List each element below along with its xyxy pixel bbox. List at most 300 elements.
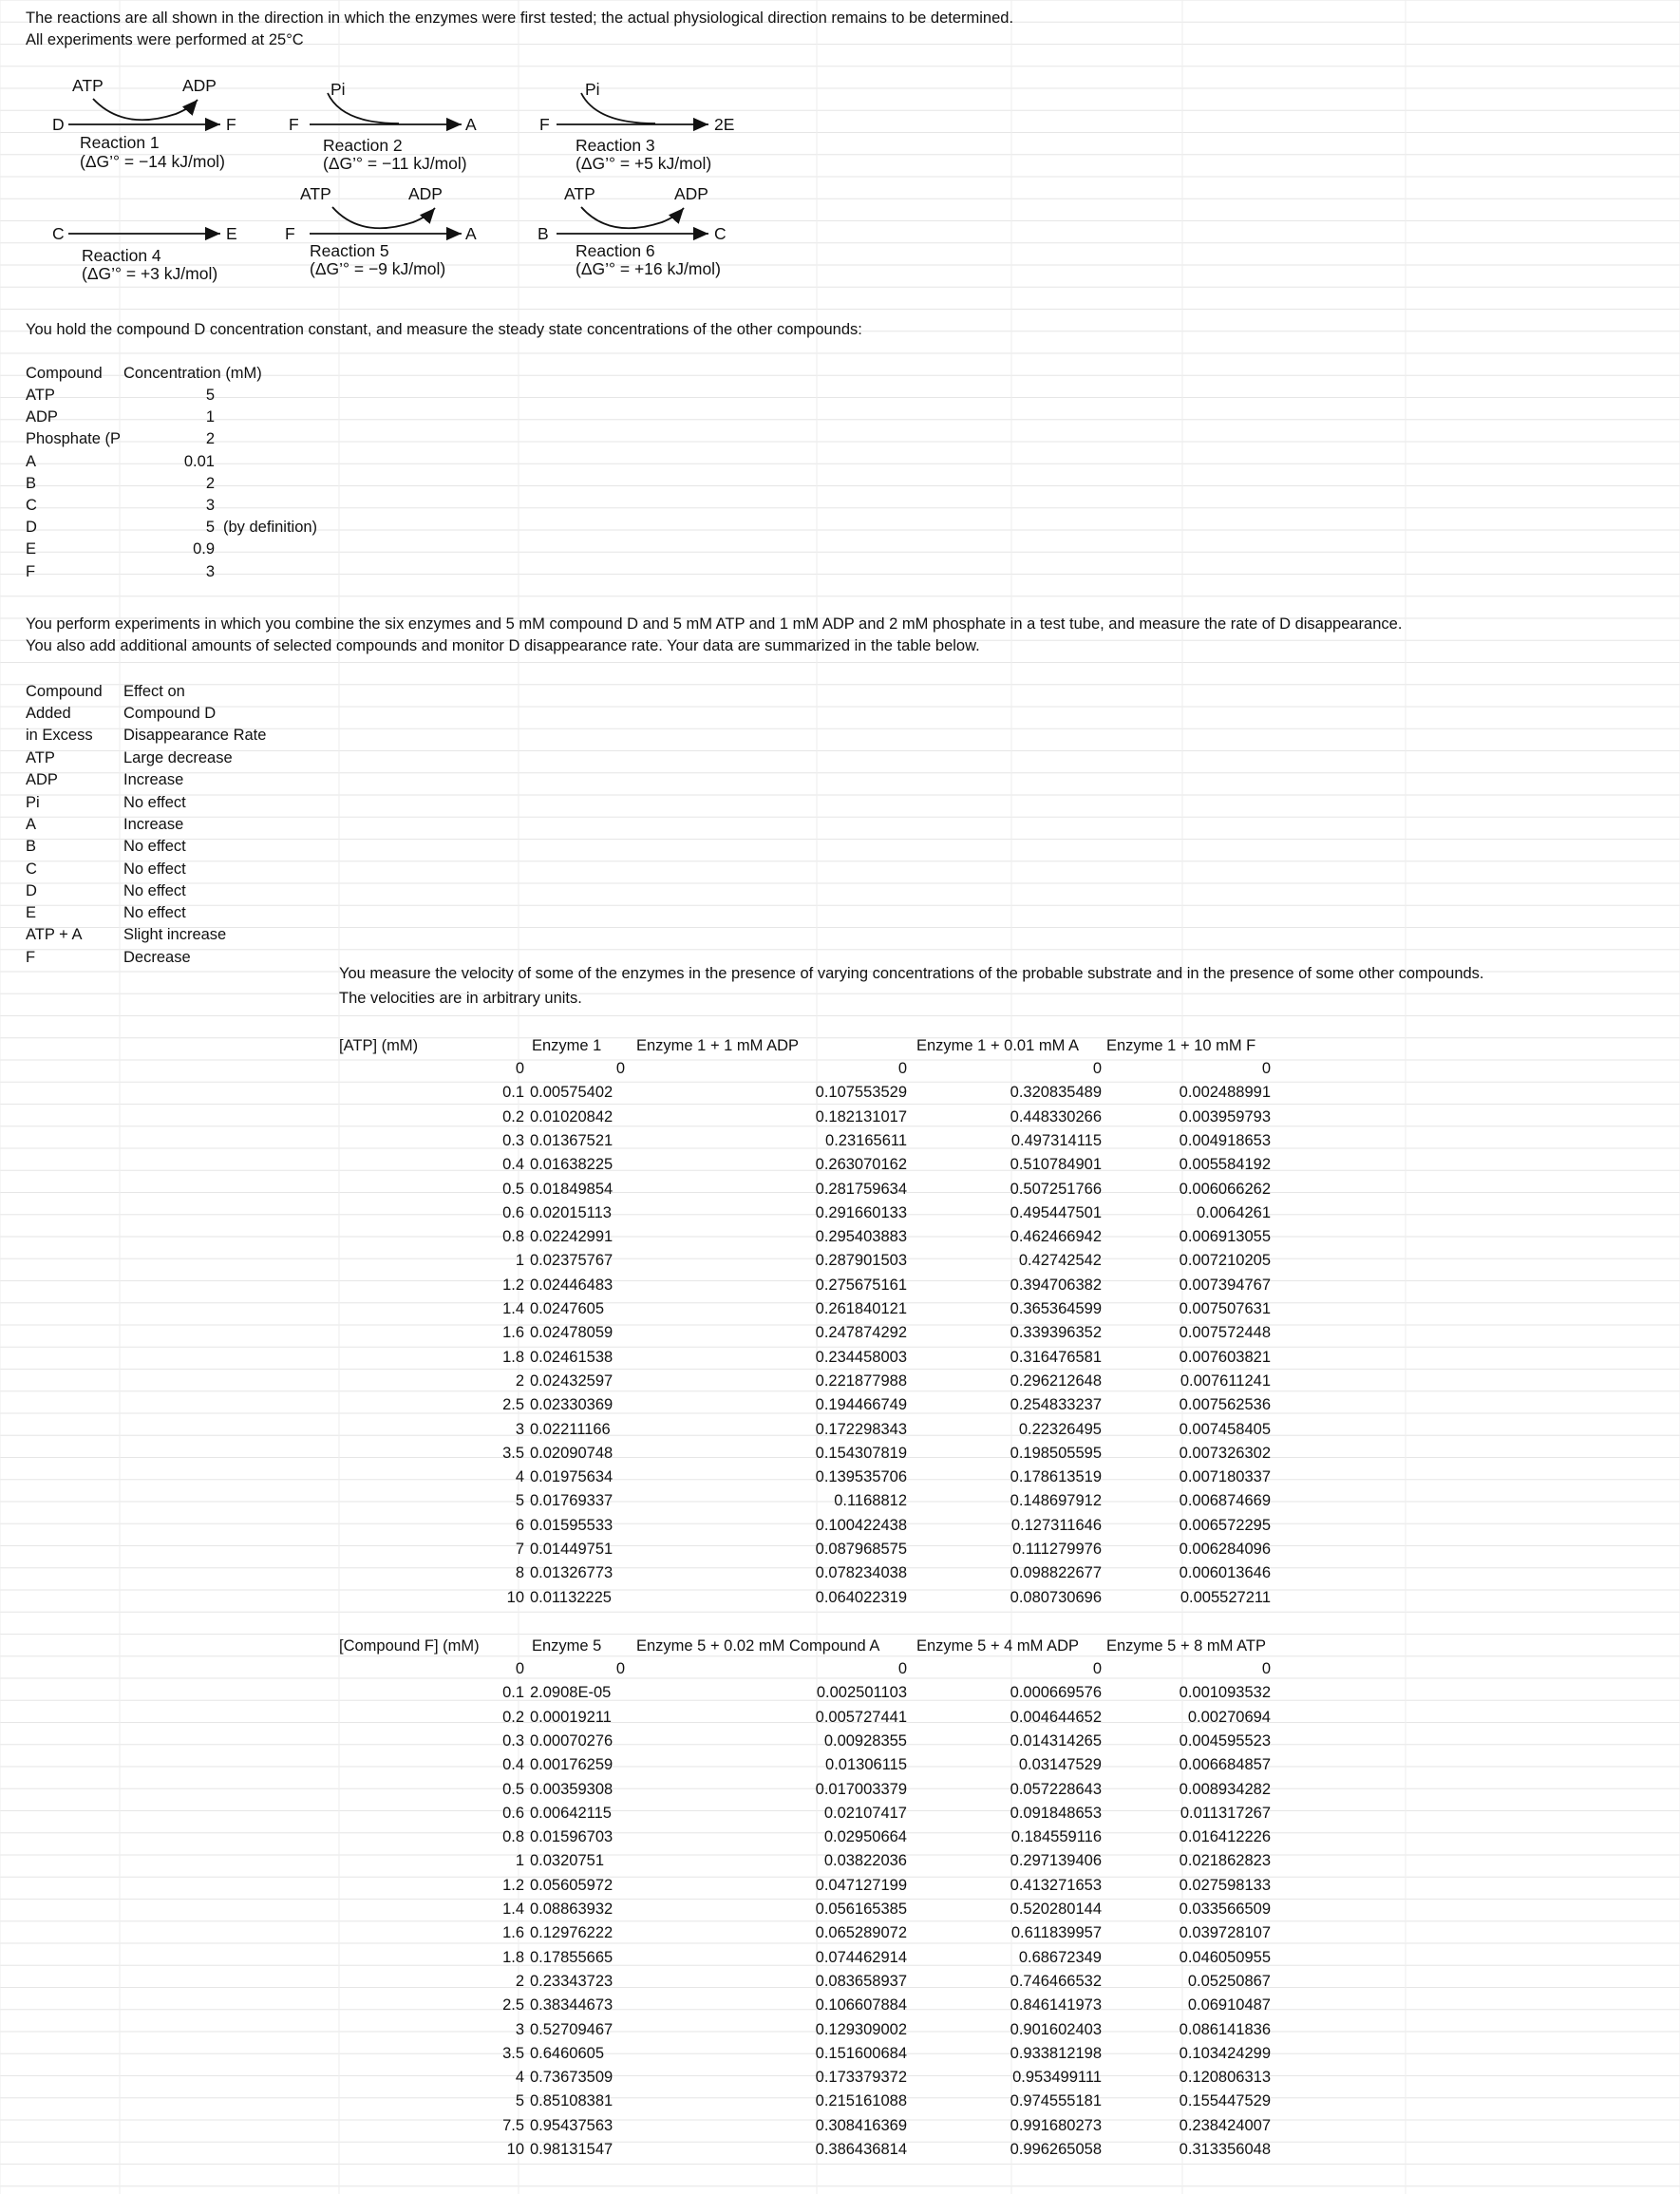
velocity-value: 0.173379372 bbox=[815, 2069, 907, 2087]
velocity-value: 0.23165611 bbox=[825, 1131, 907, 1149]
r2-to: A bbox=[465, 115, 477, 134]
velocity-value: 0.01769337 bbox=[530, 1492, 613, 1510]
velocity-value: 0.996265058 bbox=[1010, 2141, 1102, 2158]
steady-compound: C bbox=[26, 497, 37, 514]
velocity-value: 0.005527211 bbox=[1180, 1588, 1271, 1606]
velocity-header: Enzyme 5 + 0.02 mM Compound A bbox=[636, 1637, 880, 1655]
effects-value: Decrease bbox=[123, 948, 191, 966]
r6-to: C bbox=[714, 224, 727, 243]
velocity-value: 0.01595533 bbox=[530, 1516, 613, 1534]
r2-pi: Pi bbox=[330, 80, 346, 99]
r6-name: Reaction 6 bbox=[576, 241, 655, 260]
velocity-value: 0.007603821 bbox=[1179, 1348, 1271, 1366]
velocity-value: 0.17855665 bbox=[530, 1948, 613, 1966]
velocity-value: 0.1168812 bbox=[834, 1492, 907, 1510]
velocity-value: 0.221877988 bbox=[815, 1371, 907, 1390]
velocity-value: 0.006572295 bbox=[1179, 1516, 1271, 1534]
velocity-value: 0.02242991 bbox=[530, 1228, 613, 1246]
r6-cofactor-out: ADP bbox=[674, 184, 708, 203]
velocity-x: 1.2 bbox=[502, 1276, 524, 1294]
r3-name: Reaction 3 bbox=[576, 136, 655, 155]
r1-from: D bbox=[52, 115, 65, 134]
velocity-value: 0.0320751 bbox=[530, 1852, 604, 1870]
velocity-value: 0 bbox=[1092, 1060, 1102, 1077]
velocity-x: 0.6 bbox=[502, 1804, 524, 1822]
velocity-header: Enzyme 1 + 10 mM F bbox=[1106, 1037, 1256, 1054]
velocity-header: Enzyme 5 bbox=[532, 1637, 602, 1655]
velocity-value: 0.01975634 bbox=[530, 1468, 613, 1486]
velocity-value: 0.198505595 bbox=[1010, 1444, 1102, 1462]
velocity-line-1: You measure the velocity of some of the enzymes in the presence of varying concentrations of the probable substrate and in the presence of some other compounds. bbox=[339, 965, 1484, 982]
velocity-value: 0.006013646 bbox=[1179, 1564, 1271, 1582]
velocity-x: 0.8 bbox=[502, 1228, 524, 1246]
velocity-value: 0.091848653 bbox=[1010, 1804, 1102, 1822]
effects-value: No effect bbox=[123, 904, 186, 922]
velocity-value: 0.287901503 bbox=[815, 1252, 907, 1270]
r1-cofactor-in: ATP bbox=[72, 76, 104, 95]
r3-from: F bbox=[539, 115, 550, 134]
velocity-x: 1 bbox=[515, 1852, 524, 1870]
velocity-value: 0.215161088 bbox=[815, 2092, 907, 2110]
velocity-value: 0.12976222 bbox=[530, 1924, 613, 1942]
r3-pi: Pi bbox=[585, 80, 600, 99]
velocity-x: 0.2 bbox=[502, 1107, 524, 1125]
velocity-value: 0.000669576 bbox=[1010, 1684, 1102, 1702]
steady-header-concentration: Concentration (mM) bbox=[123, 365, 262, 382]
velocity-value: 0.448330266 bbox=[1010, 1107, 1102, 1125]
r5-dg: (ΔG’° = −9 kJ/mol) bbox=[310, 259, 446, 278]
velocity-value: 0.106607884 bbox=[815, 1996, 907, 2014]
velocity-x: 0.4 bbox=[502, 1756, 524, 1774]
r4-name: Reaction 4 bbox=[82, 246, 161, 265]
velocity-value: 0.03822036 bbox=[823, 1852, 907, 1870]
velocity-x: 5 bbox=[515, 1492, 524, 1510]
velocity-x: 3.5 bbox=[502, 1444, 524, 1462]
steady-concentration: 3 bbox=[205, 497, 215, 514]
effects-header-compound: Compound bbox=[26, 683, 103, 700]
steady-compound: E bbox=[26, 540, 37, 558]
velocity-value: 0.155447529 bbox=[1179, 2092, 1271, 2110]
velocity-value: 0.933812198 bbox=[1010, 2044, 1102, 2062]
r1-cofactor-out: ADP bbox=[182, 76, 217, 95]
velocity-value: 0.297139406 bbox=[1010, 1852, 1102, 1870]
effects-compound: ATP + A bbox=[26, 926, 83, 944]
intro-line-1: The reactions are all shown in the direction in which the enzymes were first tested; the actual physiological direction remains to be determined. bbox=[26, 9, 1014, 27]
velocity-x: 0 bbox=[515, 1660, 524, 1677]
r5-name: Reaction 5 bbox=[310, 241, 389, 260]
velocity-value: 0.006913055 bbox=[1179, 1228, 1271, 1246]
velocity-header: Enzyme 5 + 8 mM ATP bbox=[1106, 1637, 1266, 1655]
velocity-value: 0.087968575 bbox=[815, 1541, 907, 1558]
r5-from: F bbox=[285, 224, 295, 243]
effects-compound: C bbox=[26, 860, 37, 878]
velocity-value: 0.02375767 bbox=[530, 1252, 613, 1270]
velocity-x: 0 bbox=[515, 1060, 524, 1077]
r1-dg: (ΔG’° = −14 kJ/mol) bbox=[80, 152, 225, 171]
velocity-x: 2 bbox=[515, 1972, 524, 1990]
effects-header-effect: Compound D bbox=[123, 705, 217, 723]
velocity-x: 1.2 bbox=[502, 1876, 524, 1894]
velocity-value: 0.02478059 bbox=[530, 1324, 613, 1342]
steady-concentration: 3 bbox=[205, 562, 215, 580]
velocity-value: 0.42742542 bbox=[1018, 1252, 1102, 1270]
steady-compound: D bbox=[26, 519, 37, 537]
velocity-x: 0.3 bbox=[502, 1731, 524, 1750]
velocity-value: 0.006874669 bbox=[1179, 1492, 1271, 1510]
r2-name: Reaction 2 bbox=[323, 136, 403, 155]
velocity-value: 0.086141836 bbox=[1179, 2020, 1271, 2038]
velocity-value: 0.953499111 bbox=[1012, 2069, 1102, 2087]
velocity-x: 5 bbox=[515, 2092, 524, 2110]
steady-compound: A bbox=[26, 452, 37, 470]
velocity-x: 3.5 bbox=[502, 2044, 524, 2062]
steady-concentration: 0.9 bbox=[193, 540, 215, 558]
velocity-value: 0.462466942 bbox=[1010, 1228, 1102, 1246]
velocity-value: 0.039728107 bbox=[1179, 1924, 1271, 1942]
velocity-value: 0.00019211 bbox=[530, 1708, 612, 1726]
velocity-value: 0.004918653 bbox=[1179, 1131, 1271, 1149]
steady-compound: B bbox=[26, 474, 37, 492]
effects-compound: A bbox=[26, 815, 37, 833]
velocity-value: 0.313356048 bbox=[1179, 2141, 1271, 2158]
reaction-5-cofactor-arrow bbox=[332, 207, 435, 228]
velocity-value: 0.172298343 bbox=[815, 1420, 907, 1438]
r4-to: E bbox=[226, 224, 237, 243]
velocity-value: 0.120806313 bbox=[1179, 2069, 1271, 2087]
velocity-value: 0 bbox=[1261, 1660, 1271, 1677]
velocity-value: 0.007180337 bbox=[1179, 1468, 1271, 1486]
velocity-value: 0.00928355 bbox=[823, 1731, 907, 1750]
velocity-value: 0.184559116 bbox=[1010, 1828, 1102, 1846]
effects-value: No effect bbox=[123, 881, 186, 899]
velocity-x: 8 bbox=[515, 1564, 524, 1582]
velocity-x: 0.1 bbox=[502, 1684, 524, 1702]
steady-header-compound: Compound bbox=[26, 365, 103, 382]
velocity-x: 0.3 bbox=[502, 1131, 524, 1149]
velocity-value: 0.004595523 bbox=[1179, 1731, 1271, 1750]
velocity-value: 0.00642115 bbox=[530, 1804, 612, 1822]
velocity-value: 0.00070276 bbox=[530, 1731, 613, 1750]
velocity-value: 0.002488991 bbox=[1179, 1084, 1271, 1102]
velocity-value: 0.064022319 bbox=[815, 1588, 907, 1606]
velocity-value: 0.507251766 bbox=[1010, 1180, 1102, 1198]
velocity-value: 0.151600684 bbox=[815, 2044, 907, 2062]
velocity-value: 0.316476581 bbox=[1010, 1348, 1102, 1366]
velocity-value: 0.95437563 bbox=[530, 2116, 613, 2134]
velocity-value: 0.0247605 bbox=[530, 1300, 604, 1317]
velocity-value: 0.02446483 bbox=[530, 1276, 613, 1294]
velocity-value: 0.413271653 bbox=[1010, 1876, 1102, 1894]
r1-to: F bbox=[226, 115, 236, 134]
velocity-value: 0.03147529 bbox=[1018, 1756, 1102, 1774]
velocity-value: 0.007562536 bbox=[1179, 1396, 1271, 1414]
velocity-value: 0.01449751 bbox=[530, 1541, 613, 1558]
velocity-value: 0.078234038 bbox=[815, 1564, 907, 1582]
velocity-value: 0 bbox=[1092, 1660, 1102, 1677]
velocity-line-2: The velocities are in arbitrary units. bbox=[339, 990, 582, 1007]
velocity-header: Enzyme 1 bbox=[532, 1037, 602, 1054]
velocity-value: 0.238424007 bbox=[1179, 2116, 1271, 2134]
velocity-value: 0.02211166 bbox=[530, 1420, 611, 1438]
effects-compound: Pi bbox=[26, 793, 40, 811]
r6-dg: (ΔG’° = +16 kJ/mol) bbox=[576, 259, 721, 278]
velocity-value: 0.320835489 bbox=[1010, 1084, 1102, 1102]
effects-value: Slight increase bbox=[123, 926, 227, 944]
velocity-value: 0 bbox=[615, 1060, 625, 1077]
velocity-value: 0 bbox=[897, 1060, 907, 1077]
steady-concentration: 2 bbox=[205, 474, 215, 492]
velocity-x: 1.6 bbox=[502, 1324, 524, 1342]
velocity-value: 0.083658937 bbox=[815, 1972, 907, 1990]
velocity-value: 0.080730696 bbox=[1010, 1588, 1102, 1606]
r5-cofactor-out: ADP bbox=[408, 184, 443, 203]
velocity-x: 4 bbox=[515, 2069, 524, 2087]
velocity-value: 0.254833237 bbox=[1010, 1396, 1102, 1414]
velocity-value: 0.01596703 bbox=[530, 1828, 613, 1846]
velocity-value: 0.005727441 bbox=[815, 1708, 907, 1726]
velocity-x: 3 bbox=[515, 1420, 524, 1438]
velocity-x: 1.4 bbox=[502, 1300, 524, 1317]
velocity-value: 0.033566509 bbox=[1179, 1901, 1271, 1918]
velocity-value: 0.263070162 bbox=[815, 1156, 907, 1174]
r4-dg: (ΔG’° = +3 kJ/mol) bbox=[82, 264, 218, 283]
velocity-value: 0.008934282 bbox=[1179, 1780, 1271, 1798]
effects-compound: F bbox=[26, 948, 36, 966]
velocity-value: 0 bbox=[615, 1660, 625, 1677]
velocity-value: 0.68672349 bbox=[1018, 1948, 1102, 1966]
effects-header-effect: Disappearance Rate bbox=[123, 727, 267, 745]
velocity-value: 0.02015113 bbox=[530, 1203, 612, 1221]
velocity-value: 0.021862823 bbox=[1179, 1852, 1271, 1870]
velocity-value: 0.01326773 bbox=[530, 1564, 613, 1582]
velocity-value: 2.0908E-05 bbox=[530, 1684, 612, 1702]
velocity-value: 0.017003379 bbox=[815, 1780, 907, 1798]
velocity-value: 0.007572448 bbox=[1179, 1324, 1271, 1342]
velocity-value: 0.074462914 bbox=[815, 1948, 907, 1966]
steady-compound: F bbox=[26, 562, 36, 580]
velocity-value: 0.0064261 bbox=[1197, 1203, 1271, 1221]
velocity-x: 7.5 bbox=[502, 2116, 524, 2134]
velocity-value: 0.497314115 bbox=[1010, 1131, 1102, 1149]
velocity-value: 0.02461538 bbox=[530, 1348, 613, 1366]
velocity-x: 1.8 bbox=[502, 1348, 524, 1366]
velocity-x: 4 bbox=[515, 1468, 524, 1486]
velocity-x: 2 bbox=[515, 1371, 524, 1390]
velocity-value: 0.007394767 bbox=[1179, 1276, 1271, 1294]
velocity-value: 0.02330369 bbox=[530, 1396, 613, 1414]
velocity-value: 0.194466749 bbox=[815, 1396, 907, 1414]
effects-compound: ATP bbox=[26, 749, 55, 766]
velocity-value: 0.510784901 bbox=[1010, 1156, 1102, 1174]
effects-value: No effect bbox=[123, 860, 186, 878]
velocity-value: 0.107553529 bbox=[815, 1084, 907, 1102]
velocity-x: 6 bbox=[515, 1516, 524, 1534]
velocity-value: 0.005584192 bbox=[1179, 1156, 1271, 1174]
effects-compound: D bbox=[26, 881, 37, 899]
velocity-header: Enzyme 1 + 1 mM ADP bbox=[636, 1037, 800, 1054]
velocity-value: 0.01638225 bbox=[530, 1156, 613, 1174]
velocity-value: 0.129309002 bbox=[815, 2020, 907, 2038]
velocity-value: 0.098822677 bbox=[1010, 1564, 1102, 1582]
velocity-x: 1.4 bbox=[502, 1901, 524, 1918]
velocity-value: 0.100422438 bbox=[815, 1516, 907, 1534]
steady-compound: Phosphate (P bbox=[26, 430, 121, 448]
r5-to: A bbox=[465, 224, 477, 243]
reaction-6-cofactor-arrow bbox=[581, 207, 684, 228]
velocity-header: Enzyme 1 + 0.01 mM A bbox=[916, 1037, 1080, 1054]
velocity-value: 0.007611241 bbox=[1180, 1371, 1271, 1390]
velocity-value: 0.148697912 bbox=[1010, 1492, 1102, 1510]
velocity-value: 0.22326495 bbox=[1018, 1420, 1102, 1438]
velocity-value: 0.611839957 bbox=[1010, 1924, 1102, 1942]
velocity-value: 0.007458405 bbox=[1179, 1420, 1271, 1438]
velocity-value: 0.182131017 bbox=[815, 1107, 907, 1125]
effects-compound: B bbox=[26, 838, 37, 856]
velocity-value: 0.73673509 bbox=[530, 2069, 613, 2087]
velocity-header: Enzyme 5 + 4 mM ADP bbox=[916, 1637, 1080, 1655]
velocity-value: 0.007210205 bbox=[1179, 1252, 1271, 1270]
velocity-x: 0.4 bbox=[502, 1156, 524, 1174]
velocity-value: 0.006066262 bbox=[1179, 1180, 1271, 1198]
velocity-x: 0.6 bbox=[502, 1203, 524, 1221]
velocity-header: [Compound F] (mM) bbox=[339, 1637, 480, 1655]
steady-concentration: 5 bbox=[205, 519, 215, 537]
velocity-value: 0.339396352 bbox=[1010, 1324, 1102, 1342]
velocity-x: 7 bbox=[515, 1541, 524, 1558]
velocity-value: 0.365364599 bbox=[1010, 1300, 1102, 1317]
r6-from: B bbox=[538, 224, 549, 243]
velocity-x: 0.5 bbox=[502, 1180, 524, 1198]
velocity-value: 0.974555181 bbox=[1010, 2092, 1102, 2110]
velocity-x: 3 bbox=[515, 2020, 524, 2038]
steady-compound: ADP bbox=[26, 408, 58, 426]
intro-line-2: All experiments were performed at 25°C bbox=[26, 31, 304, 48]
velocity-value: 0.003959793 bbox=[1179, 1107, 1271, 1125]
velocity-value: 0.014314265 bbox=[1010, 1731, 1102, 1750]
velocity-value: 0.308416369 bbox=[815, 2116, 907, 2134]
velocity-header: [ATP] (mM) bbox=[339, 1037, 419, 1054]
effects-header-compound: Added bbox=[26, 705, 71, 723]
velocity-x: 0.1 bbox=[502, 1084, 524, 1102]
r2-from: F bbox=[289, 115, 299, 134]
velocity-value: 0.05605972 bbox=[530, 1876, 613, 1894]
velocity-value: 0.01132225 bbox=[530, 1588, 612, 1606]
velocity-value: 0.08863932 bbox=[530, 1901, 613, 1918]
velocity-value: 0.01306115 bbox=[825, 1756, 907, 1774]
velocity-value: 0.047127199 bbox=[815, 1876, 907, 1894]
velocity-value: 0.281759634 bbox=[815, 1180, 907, 1198]
velocity-value: 0.23343723 bbox=[530, 1972, 613, 1990]
velocity-x: 10 bbox=[506, 2141, 524, 2158]
velocity-value: 0.00359308 bbox=[530, 1780, 613, 1798]
velocity-value: 0.006684857 bbox=[1179, 1756, 1271, 1774]
velocity-value: 0.00176259 bbox=[530, 1756, 613, 1774]
velocity-value: 0.004644652 bbox=[1010, 1708, 1102, 1726]
steady-concentration: 0.01 bbox=[183, 452, 215, 470]
velocity-value: 0.001093532 bbox=[1179, 1684, 1271, 1702]
velocity-value: 0.016412226 bbox=[1179, 1828, 1271, 1846]
velocity-value: 0.85108381 bbox=[530, 2092, 613, 2110]
velocity-value: 0.046050955 bbox=[1179, 1948, 1271, 1966]
velocity-value: 0.02950664 bbox=[823, 1828, 907, 1846]
velocity-value: 0.056165385 bbox=[815, 1901, 907, 1918]
effects-header-compound: in Excess bbox=[26, 727, 93, 745]
velocity-x: 0.2 bbox=[502, 1708, 524, 1726]
velocity-value: 0.139535706 bbox=[815, 1468, 907, 1486]
velocity-value: 0.178613519 bbox=[1010, 1468, 1102, 1486]
velocity-value: 0.295403883 bbox=[815, 1228, 907, 1246]
velocity-value: 0.002501103 bbox=[816, 1684, 907, 1702]
velocity-value: 0.00575402 bbox=[530, 1084, 613, 1102]
effects-value: No effect bbox=[123, 838, 186, 856]
velocity-x: 0.5 bbox=[502, 1780, 524, 1798]
velocity-value: 0.846141973 bbox=[1010, 1996, 1102, 2014]
effects-header-effect: Effect on bbox=[123, 683, 185, 700]
velocity-x: 10 bbox=[506, 1588, 524, 1606]
velocity-value: 0.057228643 bbox=[1010, 1780, 1102, 1798]
velocity-value: 0.901602403 bbox=[1010, 2020, 1102, 2038]
r1-name: Reaction 1 bbox=[80, 133, 160, 152]
r4-from: C bbox=[52, 224, 65, 243]
velocity-value: 0 bbox=[897, 1660, 907, 1677]
velocity-value: 0.103424299 bbox=[1179, 2044, 1271, 2062]
r5-cofactor-in: ATP bbox=[300, 184, 331, 203]
steady-concentration: 1 bbox=[205, 408, 215, 426]
velocity-value: 0.02107417 bbox=[823, 1804, 907, 1822]
velocity-value: 0.027598133 bbox=[1179, 1876, 1271, 1894]
velocity-value: 0.495447501 bbox=[1010, 1203, 1102, 1221]
velocity-value: 0.154307819 bbox=[815, 1444, 907, 1462]
velocity-x: 1.6 bbox=[502, 1924, 524, 1942]
steady-note: (by definition) bbox=[223, 519, 318, 537]
velocity-value: 0.746466532 bbox=[1010, 1972, 1102, 1990]
experiments-line-1: You perform experiments in which you combine the six enzymes and 5 mM compound D and 5 mM ATP and 1 mM ADP and 2 mM phosphate in a test tube, and measure the rate of D disappearance. bbox=[26, 615, 1403, 633]
velocity-value: 0.02432597 bbox=[530, 1371, 613, 1390]
velocity-value: 0.065289072 bbox=[815, 1924, 907, 1942]
velocity-value: 0.01367521 bbox=[530, 1131, 613, 1149]
effects-value: Increase bbox=[123, 815, 184, 833]
velocity-x: 1.8 bbox=[502, 1948, 524, 1966]
velocity-value: 0.006284096 bbox=[1179, 1541, 1271, 1558]
effects-compound: ADP bbox=[26, 771, 58, 789]
velocity-value: 0.01020842 bbox=[530, 1107, 613, 1125]
velocity-value: 0.05250867 bbox=[1187, 1972, 1271, 1990]
r6-cofactor-in: ATP bbox=[564, 184, 595, 203]
velocity-value: 0.98131547 bbox=[530, 2141, 613, 2158]
velocity-value: 0.011317267 bbox=[1180, 1804, 1271, 1822]
steady-intro: You hold the compound D concentration constant, and measure the steady state concentrations of the other compounds: bbox=[26, 321, 862, 338]
effects-value: Increase bbox=[123, 771, 184, 789]
reaction-1-cofactor-arrow bbox=[93, 99, 198, 120]
velocity-value: 0.991680273 bbox=[1010, 2116, 1102, 2134]
velocity-value: 0.261840121 bbox=[815, 1300, 907, 1317]
velocity-value: 0.275675161 bbox=[815, 1276, 907, 1294]
velocity-value: 0.127311646 bbox=[1010, 1516, 1102, 1534]
velocity-value: 0.520280144 bbox=[1010, 1901, 1102, 1918]
velocity-x: 1 bbox=[515, 1252, 524, 1270]
r3-to: 2E bbox=[714, 115, 735, 134]
r3-dg: (ΔG’° = +5 kJ/mol) bbox=[576, 154, 712, 173]
velocity-x: 2.5 bbox=[502, 1996, 524, 2014]
velocity-value: 0.52709467 bbox=[530, 2020, 613, 2038]
velocity-value: 0.296212648 bbox=[1010, 1371, 1102, 1390]
velocity-value: 0.291660133 bbox=[815, 1203, 907, 1221]
steady-concentration: 5 bbox=[205, 387, 215, 404]
velocity-value: 0.247874292 bbox=[815, 1324, 907, 1342]
velocity-value: 0.01849854 bbox=[530, 1180, 613, 1198]
velocity-value: 0.06910487 bbox=[1187, 1996, 1271, 2014]
velocity-value: 0.111279976 bbox=[1012, 1541, 1102, 1558]
